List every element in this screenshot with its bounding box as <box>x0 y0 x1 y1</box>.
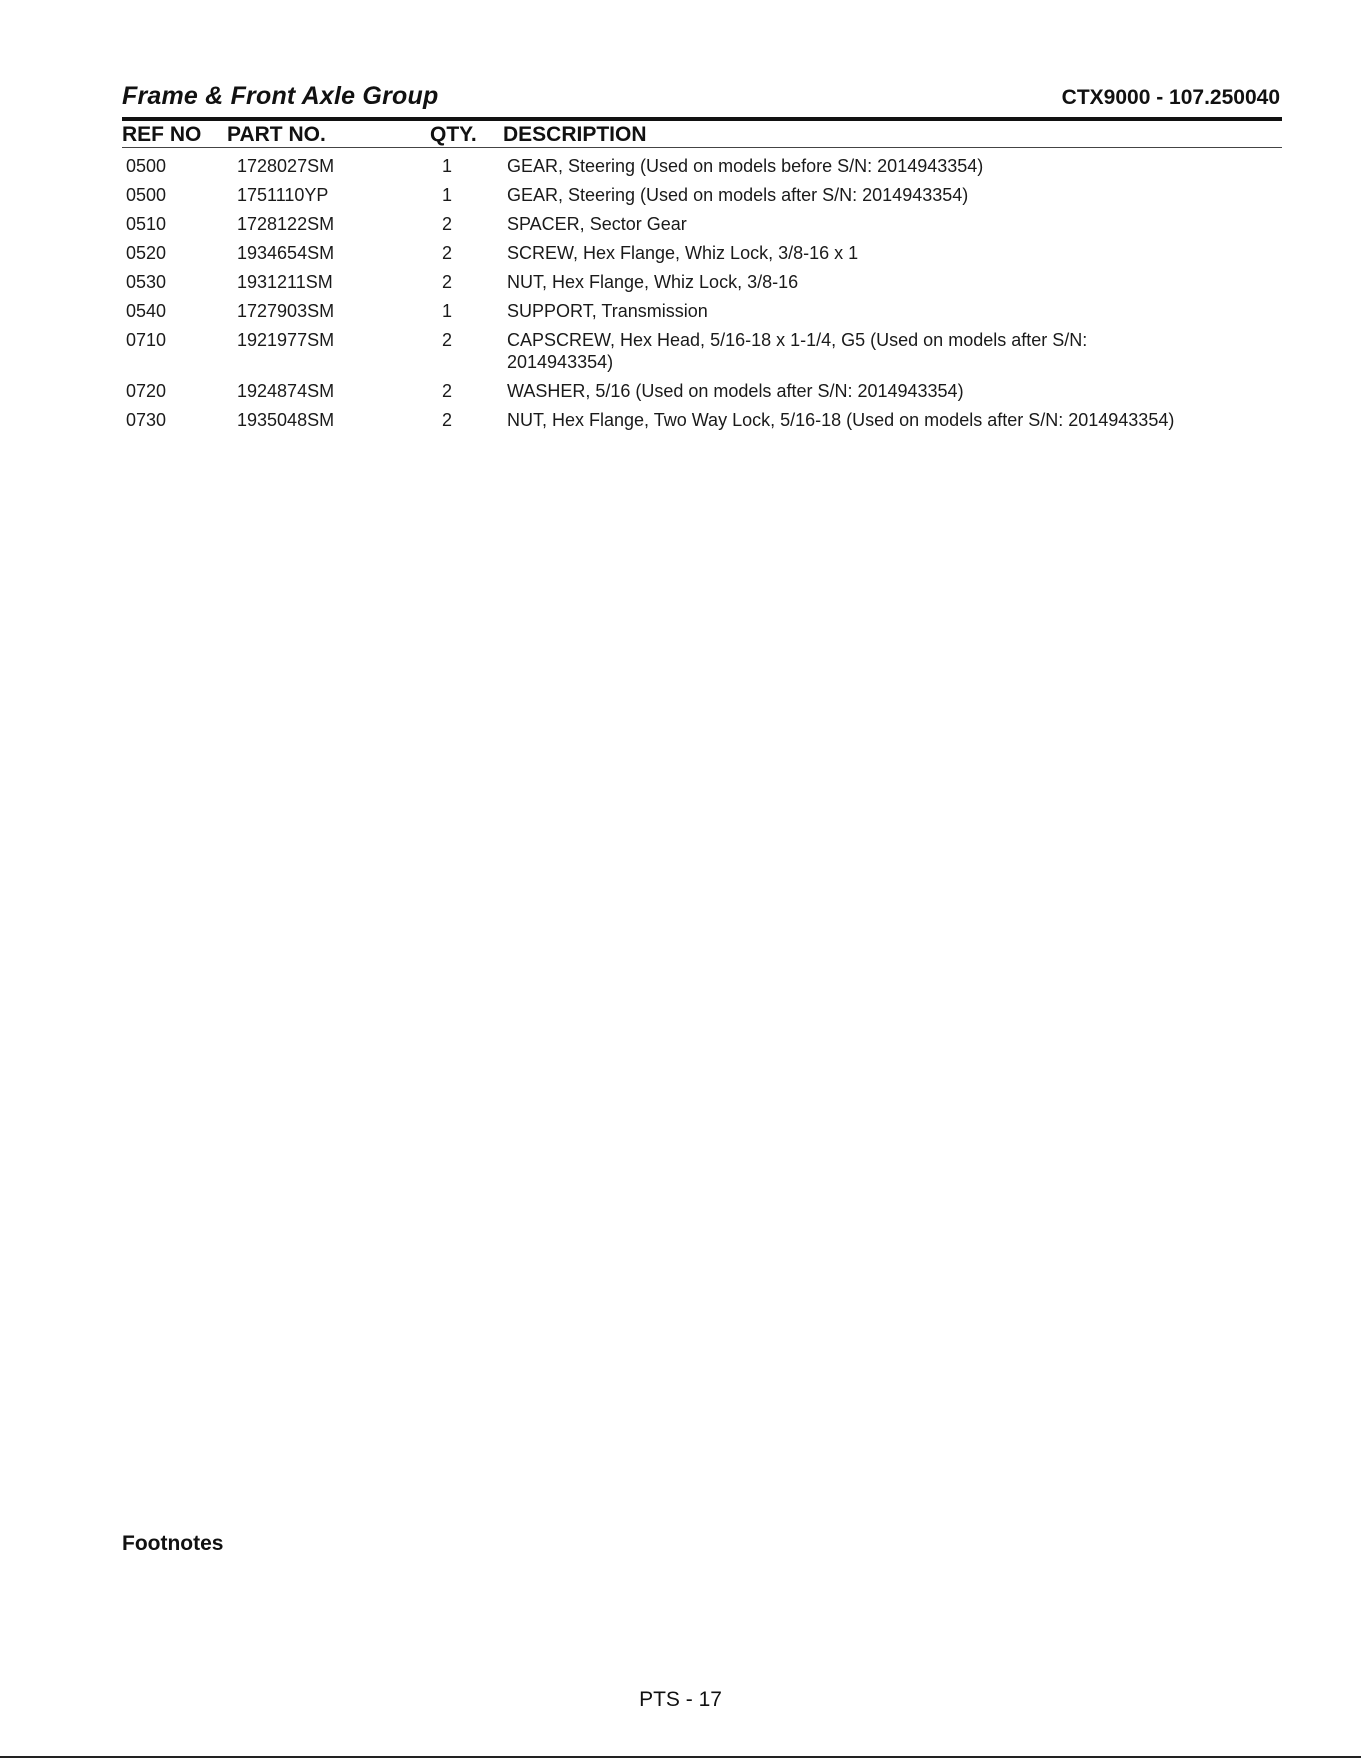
bottom-border <box>0 1756 1361 1758</box>
section-title: Frame & Front Axle Group <box>122 82 439 110</box>
ref-no-cell: 0520 <box>126 243 167 263</box>
page-header <box>122 82 1280 116</box>
description-cell: CAPSCREW, Hex Head, 5/16-18 x 1-1/4, G5 (Used on models after S/N: 2014943354) <box>507 330 1088 372</box>
header-divider <box>122 117 1282 121</box>
column-header-description: DESCRIPTION <box>503 123 647 146</box>
table-row <box>122 213 1282 235</box>
table-row <box>122 329 1282 373</box>
ref-no-cell: 0500 <box>126 156 167 176</box>
qty-cell: 2 <box>441 272 452 292</box>
qty-cell: 2 <box>441 330 452 350</box>
part-no-cell: 1935048SM <box>237 410 335 430</box>
table-row <box>122 380 1282 402</box>
part-no-cell: 1728027SM <box>237 156 335 176</box>
part-no-cell: 1727903SM <box>237 301 335 321</box>
qty-cell: 2 <box>441 214 452 234</box>
parts-table <box>122 155 1282 438</box>
qty-cell: 2 <box>441 410 452 430</box>
table-row <box>122 242 1282 264</box>
description-cell: GEAR, Steering (Used on models before S/N: 2014943354) <box>507 156 984 176</box>
ref-no-cell: 0710 <box>126 330 167 350</box>
table-row <box>122 155 1282 177</box>
table-row <box>122 184 1282 206</box>
part-no-cell: 1924874SM <box>237 381 335 401</box>
column-header-qty: QTY. <box>430 123 477 146</box>
table-row <box>122 409 1282 431</box>
page-number: PTS - 17 <box>639 1688 722 1711</box>
model-code: CTX9000 - 107.250040 <box>1061 86 1280 109</box>
qty-cell: 1 <box>441 301 452 321</box>
description-cell: NUT, Hex Flange, Two Way Lock, 5/16-18 (Used on models after S/N: 2014943354) <box>507 410 1175 430</box>
ref-no-cell: 0510 <box>126 214 167 234</box>
description-cell: SCREW, Hex Flange, Whiz Lock, 3/8-16 x 1 <box>507 243 859 263</box>
column-header-divider <box>122 147 1282 148</box>
ref-no-cell: 0500 <box>126 185 167 205</box>
qty-cell: 1 <box>441 185 452 205</box>
qty-cell: 1 <box>441 156 452 176</box>
footnotes-heading: Footnotes <box>122 1532 224 1555</box>
part-no-cell: 1728122SM <box>237 214 335 234</box>
column-header-ref-no: REF NO <box>122 123 202 146</box>
description-cell: SUPPORT, Transmission <box>507 301 708 321</box>
column-header-part-no: PART NO. <box>227 123 326 146</box>
description-cell: SPACER, Sector Gear <box>507 214 687 234</box>
description-cell: NUT, Hex Flange, Whiz Lock, 3/8-16 <box>507 272 799 292</box>
part-no-cell: 1931211SM <box>237 272 333 292</box>
ref-no-cell: 0530 <box>126 272 167 292</box>
ref-no-cell: 0540 <box>126 301 167 321</box>
table-row <box>122 300 1282 322</box>
column-headers <box>122 123 1282 149</box>
ref-no-cell: 0720 <box>126 381 167 401</box>
table-row <box>122 271 1282 293</box>
qty-cell: 2 <box>441 243 452 263</box>
qty-cell: 2 <box>441 381 452 401</box>
ref-no-cell: 0730 <box>126 410 167 430</box>
part-no-cell: 1921977SM <box>237 330 335 350</box>
description-cell: GEAR, Steering (Used on models after S/N: 2014943354) <box>507 185 969 205</box>
part-no-cell: 1751110YP <box>237 185 329 205</box>
part-no-cell: 1934654SM <box>237 243 335 263</box>
description-cell: WASHER, 5/16 (Used on models after S/N: 2014943354) <box>507 381 964 401</box>
